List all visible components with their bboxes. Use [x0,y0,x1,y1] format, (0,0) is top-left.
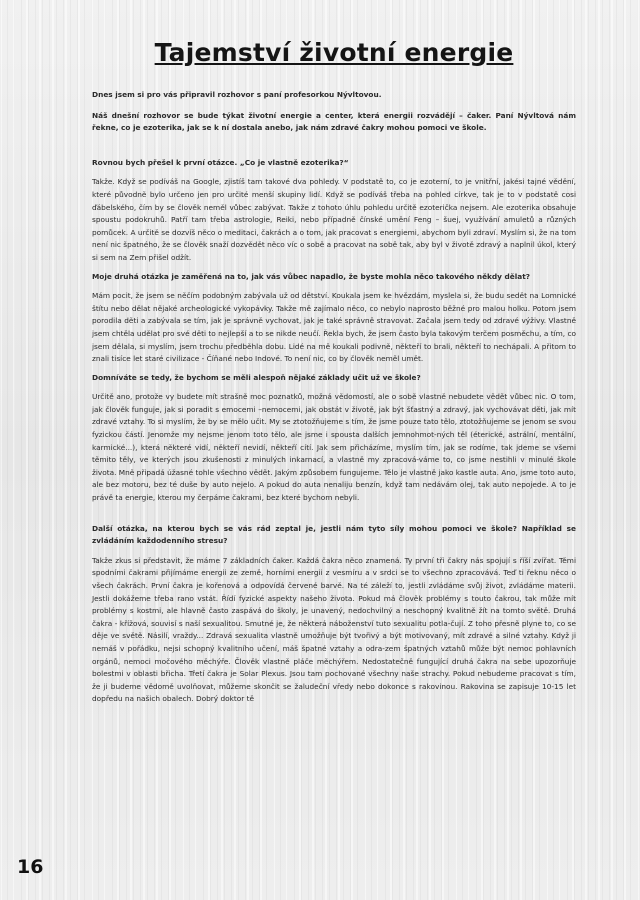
answer-paragraph: Mám pocit, že jsem se něčím podobným zabývala už od dětství. Koukala jsem ke hvězdám, myslela si, že budu sedět na Lomnické štítu nebo dělat nějaké archeologické vykopávky. Takže mě zajímalo něco, co nebylo naprosto běžné pro malou holku. Potom jsem porodila děti a zabývala se tím, jak je správně vychovat, jak je také správně stravovat. Začala jsem tedy od zdravé výživy. Vlastně jsem chtěla udělat pro své děti to nejlepší a to se nikde neučí. Řekla bych, že jsem často byla takovým terčem posměchu, a tím, co jsem dělala, si myslím, jsem trochu předběhla dobu. Lidé na mě koukali podivně, někteří to brali, někteří to nechápali. A přitom to znali tisíce let staré civilizace - Číňané nebo Indové. To není nic, co by člověk neměl umět. [92,291,576,364]
intro-paragraph: Náš dnešní rozhovor se bude týkat životní energie a center, která energii rozvádějí – čaker. Paní Nývltová nám řekne, co je ezoterika, jak se k ní dostala anebo, jak nám zdravé čakry mohou pomoci ve škole. [92,110,576,133]
question-paragraph: Další otázka, na kterou bych se vás rád zeptal je, jestli nám tyto síly mohou pomoci ve škole? Například se zvládáním každodenního stresu? [92,523,576,546]
answer-paragraph: Určitě ano, protože vy budete mít strašně moc poznatků, možná vědomostí, ale o sobě vlastně nebudete vědět vůbec nic. O tom, jak člověk funguje, jak si poradit s emocemi –nemocemi, jak obstát v životě, jak být šťastný a zdravý, jak vychovávat děti, jak mít zdravé vztahy. To si myslím, že by se mělo učit. My se ztotožňujeme s tím, že jsme pouze tato tělo, ztotožňujeme se jenom se svou fyzickou částí. Jenomže my nejsme jenom toto tělo, ale jsme i spousta dalších jemnohmot-ných těl (éterické, astrální, mentální, karmické...), která některé vidí, někteří nevidí, někteří cítí. Jak sem přicházíme, myslím tím, jak se rodíme, tak jdeme se všemi těmito těly, ve kterých jsou zkušenosti z minulých inkarnací, a vlastně my zpracová-váme to, co jsme nestihli v minulé škole života. Mně připadá úžasné tohle všechno vědět. Jakým způsobem fungujeme. Tělo je vlastně jako kastle auta. Ano, jsme toto auto, ale bez motoru, bez té duše by auto nejelo. A pokud do auta nenaliju benzín, když tam nedávám olej, tak auto nepojede. A to je právě ta energie, kterou my čerpáme čakrami, bez které bychom nebyli. [92,392,576,503]
article-body [92,89,576,706]
question-paragraph: Rovnou bych přešel k první otázce. „Co je vlastně ezoterika?“ [92,157,349,167]
question-paragraph: Moje druhá otázka je zaměřená na to, jak vás vůbec napadlo, že byste mohla něco takového někdy dělat? [92,271,531,281]
answer-paragraph: Takže zkus si představit, že máme 7 základních čaker. Každá čakra něco znamená. Ty první tři čakry nás spojují s říší zvířat. Těmi spodními čakrami přijímáme energii ze země, horními energii z vesmíru a v srdci se to všechno zpracovává. Teď ti řeknu něco o všech čakrách. První čakra je kořenová a odpovídá červené barvě. Na té záleží to, jestli zvládáme svůj život, zvládáme materii. Jestli dokážeme třeba rano vstát. Řídí fyzické aspekty našeho života. Pokud má člověk problémy s touto čakrou, tak může mít problémy s kostmi, ale hlavně často zaspává do školy, je unavený, nedochvilný a neschopný kvalitně žít na tomto světě. Druhá čakra - křížová, souvisí s naší sexualitou. Smutné je, že některá náboženství tuto sexualitu potla-čují. Z toho přesně plyne to, co se děje ve světě. Násilí, vraždy... Zdravá sexualita vlastně umožňuje být tvořivý a být motivovaný, mít zdravé a silné vztahy. Když ji nemáš v pořádku, nejsi schopný kvalitního učení, máš špatné vztahy a odra-zem špatných vztahů může být nemoc pohlavních orgánů, nemoci močového měchýře. Člověk vlastně pláče měchýřem. Nedostatečně fungující druhá čakra na sebe upozorňuje bolestmi v oblasti břicha. Třetí čakra je Solar Plexus. Jsou tam pochované všechny naše strachy. Pokud nebudeme pracovat s tím, že ji budeme vědomě uvolňovat, můžeme skončit se žaludeční vředy nebo dokonce s rakovinou. Rakovina se zapisuje 10-15 let dopředu na našich obalech. Dobrý doktor tě [92,555,576,704]
article [92,38,576,712]
page-number: 16 [17,856,44,878]
question-paragraph: Domníváte se tedy, že bychom se měli alespoň nějaké základy učit už ve škole? [92,372,421,382]
article-title: Tajemství životní energie [154,38,514,67]
answer-paragraph: Takže. Když se podíváš na Google, zjistíš tam takové dva pohledy. V podstatě to, co je ezoterní, to je vnitřní, jakési tajné vědění, které původně bylo určeno jen pro určité menší skupiny lidí. Když se podíváš třeba na pohled církve, tak je to v podstatě cosi ďábelského, čím by se člověk neměl vůbec zabývat. Takže z tohoto úhlu pohledu určitě ezoterička nejsem. Ale ezoterika obsahuje spoustu podokruhů. Patří tam třeba astrologie, Reiki, nebo případně čínské umění Feng – šuej, využívání amuletů a různých pomůcek. A určitě se dozvíš něco o meditaci, čakrách a o tom, jak pracovat s energiemi, abychom byli zdraví. Myslím si, že na tom není nic špatného, že se člověk snaží dozvědět něco víc o sobě a pracovat na sobě tak, aby byl v životě zdravý a naplnil úkol, který si sem na Zem přišel odžít. [92,177,576,262]
intro-paragraph: Dnes jsem si pro vás připravil rozhovor s paní profesorkou Nývltovou. [92,90,382,99]
